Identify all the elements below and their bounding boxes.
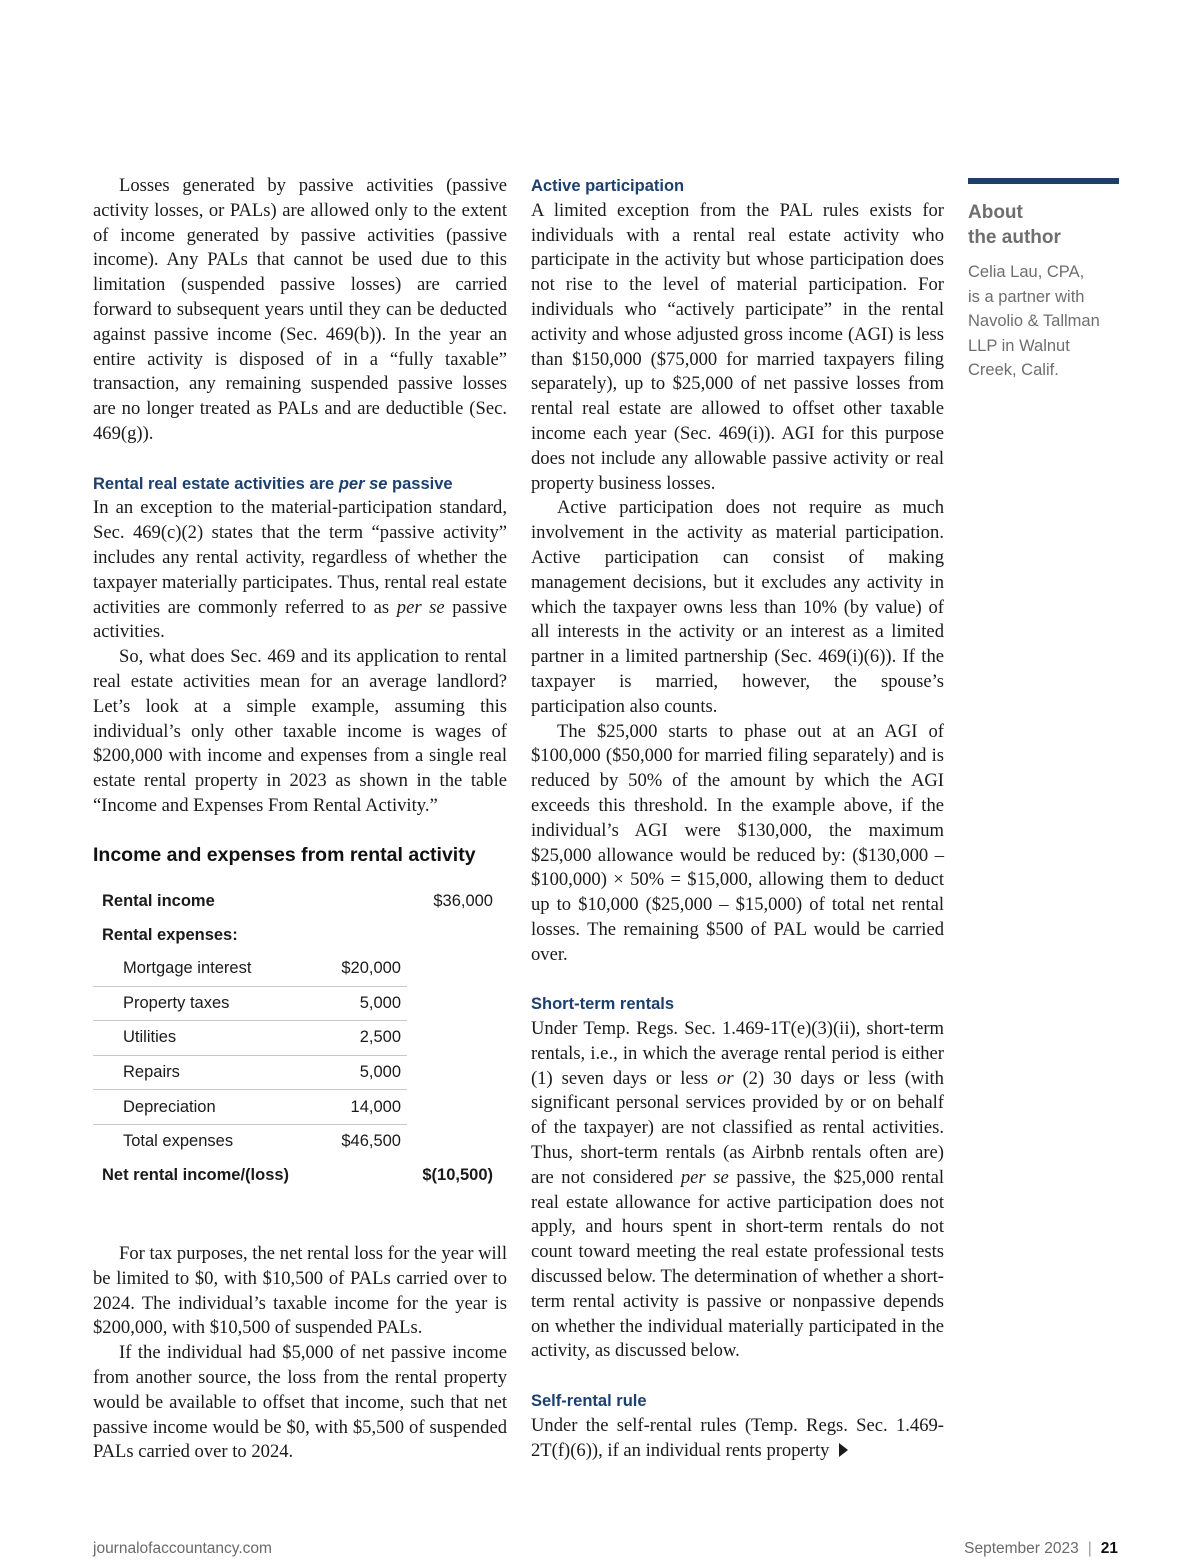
body-paragraph: Active participation does not require as much involvement in the activity as material participation. Active participation can consist of making management decisions, but it excludes any activity in which the taxpayer owns less than 10% (by value) of all interests in the activity or an interest as a limited partner in a limited partnership (Sec. 469(i)(6)). If the taxpayer is married, however, the spouse’s participation also counts. — [531, 497, 944, 717]
table-row — [93, 1158, 493, 1192]
net-rental-label: Net rental income/(loss) — [102, 1165, 290, 1184]
rental-expenses-label: Rental expenses: — [102, 925, 238, 944]
table-row — [93, 986, 493, 1021]
section-heading-active-participation: Active participation — [531, 177, 685, 195]
body-paragraph: A limited exception from the PAL rules exists for individuals with a rental real estate activity who participate in the activity but whose participation does not rise to the level of material participation. For individuals who “actively participate” in the rental activity and whose adjusted gross income (AGI) is less than $150,000 ($75,000 for married taxpayers filing separately), up to $25,000 of net passive losses from rental real estate are allowed to offset other taxable income each year (Sec. 469(i)). AGI for this purpose does not include any allowable passive activity or real property business losses. — [531, 199, 944, 494]
body-paragraph: For tax purposes, the net rental loss for the year will be limited to $0, with $10,500 of PALs carried over to 2024. The individual’s taxable income for the year is $200,000, with $10,500 of suspended PALs. — [93, 1243, 507, 1339]
income-expenses-table-block — [93, 839, 507, 1192]
about-author-sidebar — [968, 178, 1119, 383]
expense-label: Property taxes — [93, 986, 317, 1021]
issue-date: September 2023 — [964, 1540, 1079, 1557]
footer-site: journalofaccountancy.com — [93, 1540, 272, 1557]
continue-arrow-icon — [839, 1443, 848, 1457]
sidebar-rule — [968, 178, 1119, 184]
table-row — [93, 1021, 493, 1056]
expense-label: Depreciation — [93, 1090, 317, 1125]
section-heading-self-rental-rule: Self-rental rule — [531, 1392, 647, 1411]
rental-income-value: $36,000 — [433, 892, 493, 911]
body-paragraph: Under the self-rental rules (Temp. Regs. Sec. 1.469-2T(f)(6)), if an individual rents property — [531, 1414, 944, 1461]
total-expenses-value: $46,500 — [341, 1132, 401, 1151]
expense-label: Utilities — [93, 1021, 317, 1056]
body-paragraph: In an exception to the material-participation standard, Sec. 469(c)(2) states that the term “passive activity” includes any rental activity, regardless of whether the taxpayer materially participates. Thus, rental real estate activities are commonly referred to as per se passive activities. — [93, 497, 507, 643]
expense-label: Repairs — [93, 1055, 317, 1090]
body-paragraph: So, what does Sec. 469 and its application to rental real estate activities mean for an average landlord? Let’s look at a simple example, assuming this individual’s only other taxable income is wages of $200,000 with income and expenses from a single real estate rental property in 2023 as shown in the table “Income and Expenses From Rental Activity.” — [93, 646, 507, 816]
body-paragraph: Under Temp. Regs. Sec. 1.469-1T(e)(3)(ii), short-term rentals, i.e., in which the average rental period is either (1) seven days or less or (2) 30 days or less (with significant personal services provided by or on behalf of the taxpayer) are not classified as rental activities. Thus, short-term rentals (as Airbnb rentals often are) are not considered per se passive, the $25,000 rental real estate allowance for active participation does not apply, and hours spent in short-term rentals do not count toward meeting the real estate professional tests discussed below. The determination of whether a short-term rental activity is passive or nonpassive depends on whether the individual materially participated in the activity, as discussed below. — [531, 1018, 944, 1362]
income-expenses-table — [93, 885, 493, 1192]
table-row — [93, 1055, 493, 1090]
body-paragraph: If the individual had $5,000 of net passive income from another source, the loss from the rental property would be available to offset that income, such that net passive income would be $0, with $5,500 of suspended PALs carried over to 2024. — [93, 1342, 507, 1463]
author-bio: Celia Lau, CPA, is a partner with Navolio & Tallman LLP in Walnut Creek, Calif. — [968, 263, 1100, 380]
table-row — [93, 918, 493, 952]
expense-value: 2,500 — [317, 1021, 407, 1056]
left-column — [93, 174, 507, 1465]
body-paragraph: Losses generated by passive activities (passive activity losses, or PALs) are allowed only to the extent of income generated by passive activities (passive income). Any PALs that cannot be used due to this limitation (suspended passive losses) are carried forward to subsequent years until they can be deducted against passive income (Sec. 469(b)). In the year an entire activity is disposed of in a “fully taxable” transaction, any remaining suspended passive losses are no longer treated as PALs and are deductible (Sec. 469(g)). — [93, 175, 507, 444]
table-row — [93, 952, 493, 986]
sidebar-title: About the author — [968, 202, 1061, 248]
table-title: Income and expenses from rental activity — [93, 843, 476, 866]
expense-value: 14,000 — [317, 1090, 407, 1125]
table-row — [93, 1090, 493, 1125]
net-rental-value: $(10,500) — [422, 1165, 493, 1184]
section-heading-rental-real-estate: Rental real estate activities are per se passive — [93, 474, 453, 493]
footer-separator: | — [1087, 1540, 1092, 1557]
table-row — [93, 1124, 493, 1158]
expense-label: Mortgage interest — [93, 952, 317, 986]
table-row — [93, 885, 493, 919]
footer-issue — [964, 1540, 1118, 1558]
expense-value: 5,000 — [317, 1055, 407, 1090]
expense-value: $20,000 — [317, 952, 407, 986]
total-expenses-label: Total expenses — [123, 1132, 234, 1151]
expense-value: 5,000 — [317, 986, 407, 1021]
middle-column — [531, 174, 944, 1463]
rental-income-label: Rental income — [102, 892, 215, 911]
section-heading-short-term-rentals: Short-term rentals — [531, 995, 675, 1014]
page-number: 21 — [1100, 1540, 1118, 1557]
body-paragraph: The $25,000 starts to phase out at an AGI of $100,000 ($50,000 for married filing separately) and is reduced by 50% of the amount by which the AGI exceeds this threshold. In the example above, if the individual’s AGI were $130,000, the maximum $25,000 allowance would be reduced by: ($130,000 – $100,000) × 50% = $15,000, allowing them to deduct up to $10,000 ($25,000 – $15,000) of total net rental losses. The remaining $500 of PAL would be carried over. — [531, 720, 944, 965]
